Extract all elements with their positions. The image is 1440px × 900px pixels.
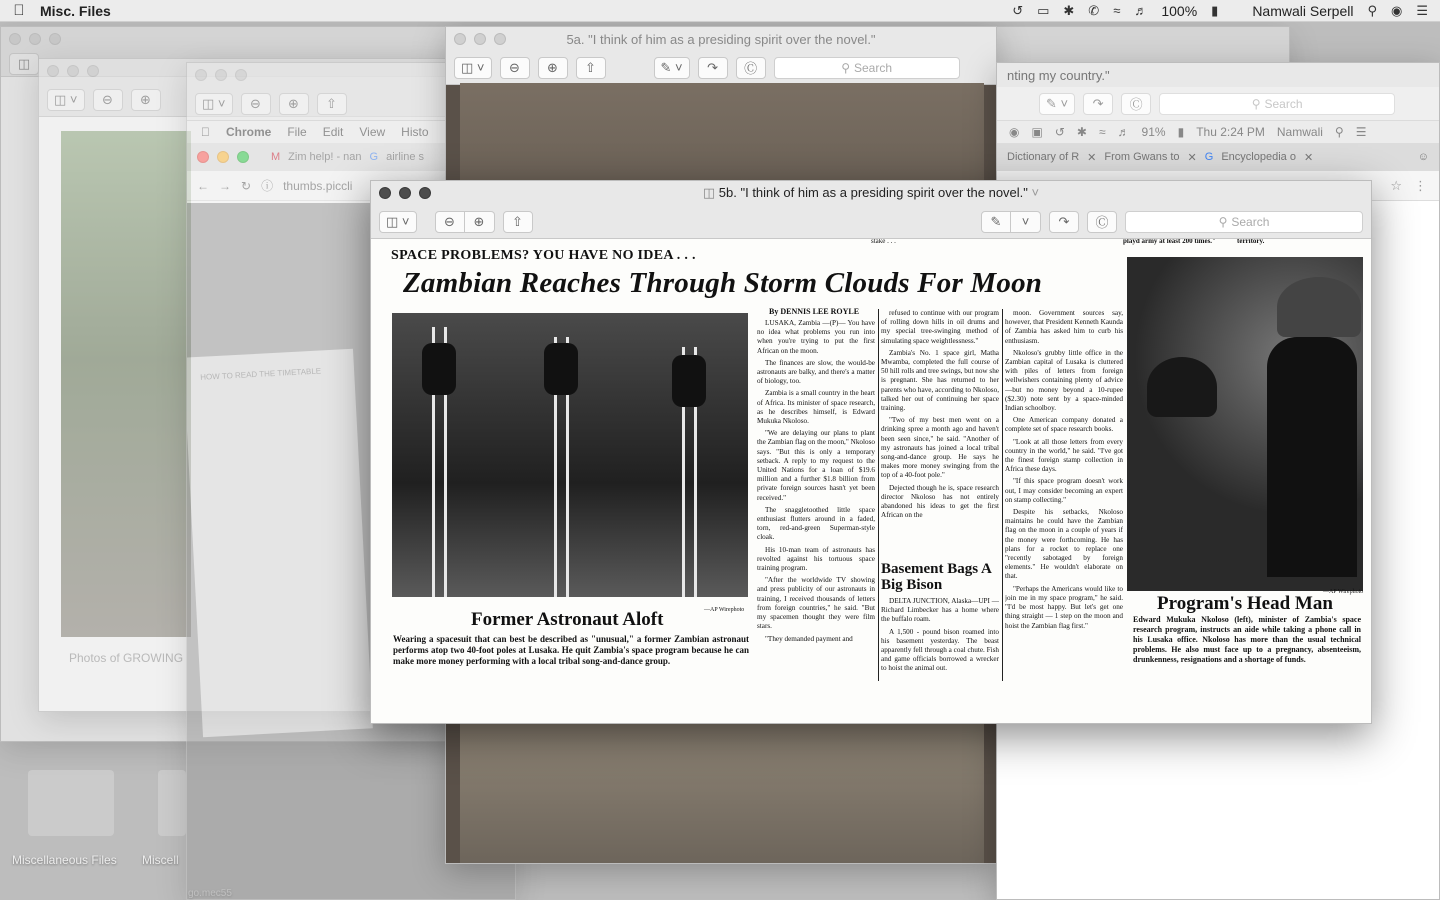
article-column-3 [1005,309,1123,681]
article-headline: Zambian Reaches Through Storm Clouds For Moon [403,267,1043,299]
chrome-close-button[interactable] [195,69,207,81]
bison-subhead: Basement Bags A Big Bison [881,561,992,593]
paragraph: Zambia is a small country in the heart of Africa. Its minister of space research, as he describes himself, is Edward Mukuka Nkoloso. [757,389,875,426]
window-5a-zoom-out-button[interactable]: ⊖ [500,57,530,79]
chrome-menu-item[interactable]: View [350,125,377,139]
status-icon: ◉ [1009,125,1020,139]
window-5a-minimize-button[interactable] [474,33,486,45]
folder-label[interactable]: Miscell [142,853,179,867]
window-5a-annotate-button[interactable]: Ⓒ [736,57,766,79]
paragraph: "Look at all those letters from every country in the world," he said. "I've got the finest foreign stamp collection in Africa these days. [1005,437,1123,474]
time-machine-icon[interactable]: ↺ [1012,2,1024,18]
wifi-icon: ≈ [1098,125,1106,139]
info-icon: ⓘ [261,179,274,193]
right-markup-button[interactable]: ✎ ˅ [1039,93,1075,115]
window-5b-rotate-button[interactable]: ↷ [1049,211,1079,233]
finder-zoom-button[interactable] [49,33,61,45]
paragraph: refused to continue with our program of rolling down hills in oil drums and my special tree-swinging method of simulating space weightlessness." [881,309,999,345]
forward-arrow-icon[interactable]: → [219,178,231,193]
siri-icon[interactable]: ◉ [1391,2,1403,18]
photo-zoom-out-button[interactable]: ⊖ [93,89,123,111]
tab-close-icon[interactable]: ✕ [1303,151,1314,164]
garden-photo [61,131,191,637]
right-window-title: nting my country." [1007,67,1110,83]
photo-zoom-in-button[interactable]: ⊕ [131,89,161,111]
photo2-caption: Edward Mukuka Nkoloso (left), minister of Zambia's space research program, instructs an aide while taking a phone call in his Lusaka office. Nkoloso has more than the usual technical problems. He also must face up to a pregnancy, absenteeism, drunkenness, resignations and a shortage of funds. [1133,615,1361,664]
reload-icon[interactable]: ↻ [241,178,252,193]
top-fragment-left: playd army at least 200 times." [1123,239,1216,245]
tab-close-icon[interactable]: ✕ [1187,151,1197,164]
search-icon: ⚲ [1251,96,1261,111]
bison-story [881,597,999,681]
airplay-icon[interactable]: ▭ [1037,2,1050,18]
window-5a-titlebar [446,27,996,51]
chrome-menu-item[interactable]: Chrome [217,125,263,139]
chrome-zoom-button[interactable] [235,69,247,81]
chrome-menu-item[interactable]: Histo [392,125,420,139]
list-icon: ☰ [1355,125,1367,139]
helmet-figure [1147,357,1217,417]
paragraph: "Perhaps the Americans would like to join me in my space program," he said. "I'd be most happy. But let's get one thing straight — 1 step on the moon and hoist the Zambian flag first." [1005,584,1123,630]
paragraph: "After the worldwide TV showing and press publicity of our astronauts in training, I received thousands of letters from foreign countries," he said. "But my spacemen thought they were film stars. [757,576,875,631]
byline: By DENNIS LEE ROYLE [769,307,860,316]
top-fragment-right: territory. [1237,239,1265,245]
google-icon: G [369,151,379,163]
browser-tab[interactable]: From Gwans to [1104,151,1180,163]
window-5b-minimize-button[interactable] [399,187,411,199]
search-icon: ⚲ [841,60,850,75]
window-5a-zoom-button[interactable] [494,33,506,45]
top-fragment-mid: stake . . . [871,239,896,245]
search-icon: ⚲ [1218,214,1228,229]
window-5b-zoom-out-button[interactable]: ⊖ [435,211,465,233]
chrome-menu-icon[interactable]: ⋮ [1414,177,1427,193]
paragraph: The snaggletoothed little space enthusiast flutters around in a faded, torn, red-and-green Superman-style cloak. [757,505,875,542]
right-tab-bar [997,143,1439,171]
paragraph: LUSAKA, Zambia —(P)— You have no idea what problems you run into when you're trying to put the first African on the moon. [757,319,875,355]
apple-menu-icon[interactable] [201,125,210,139]
photo-minimize-button[interactable] [67,65,79,77]
chrome-menu-item[interactable]: Edit [313,125,335,139]
volume-icon[interactable]: ♬ [1134,3,1148,18]
status-icon: ▣ [1031,125,1043,139]
photo-caption: Wearing a spacesuit that can best be described as "unusual," a former Zambian astronaut performs atop two 40-foot poles at Lusaka. He quit Zambia's space program because he can make more money performing with a local tribal song-and-dance group. [393,634,749,666]
photo2-credit: —AP Wirephoto [1323,589,1364,595]
google-icon: G [1204,151,1214,163]
chevron-down-icon[interactable]: ˅ [1031,185,1040,200]
timetable-page [186,349,373,737]
finder-sidebar-button[interactable]: ◫ [9,53,39,75]
paragraph: "Two of my best men went on a drinking spree a month ago and haven't been seen since," he said. "Another of my astronauts has joined a local tribal song-and-dance group. He says he makes more money swinging from the top of a 40-foot pole." [881,416,999,480]
chrome-tab[interactable]: Zim help! - nan [288,151,362,163]
paragraph: "If this space program doesn't work out, I may consider becoming an expert on stamp collecting." [1005,477,1123,504]
article-column-2 [881,309,999,563]
right-window-toolbar [997,87,1439,121]
folder-icon[interactable] [28,770,114,836]
performer-figure [422,343,456,395]
paragraph: "They demanded payment and [765,634,853,643]
window-5b-close-button[interactable] [379,187,391,199]
paragraph: The finances are slow, the would-be astronauts are balky, and there's a matter of biology, too. [757,358,875,386]
window-5a-zoom-in-button[interactable]: ⊕ [538,57,568,79]
chrome-minimize-button[interactable] [215,69,227,81]
chrome-tab[interactable]: airline s [386,151,425,163]
notification-center-icon[interactable]: ☰ [1416,2,1428,18]
profile-icon[interactable]: ☺ [1417,151,1429,163]
chrome-tab-zoom-button[interactable] [237,151,249,163]
performer-figure [544,343,578,395]
zoom-group [435,211,495,233]
aide-figure [1267,337,1357,577]
window-5a-title: 5a. "I think of him as a presiding spirit over the novel." [566,31,876,47]
window-5b-annotate-button[interactable]: Ⓒ [1087,211,1117,233]
menu-bar [0,0,1440,22]
right-rotate-button[interactable]: ↷ [1083,93,1113,115]
timetable-heading: HOW TO READ THE TIMETABLE [199,366,322,382]
chrome-menu-item[interactable]: File [278,125,298,139]
folder-icon[interactable] [158,770,186,836]
chrome-share-button[interactable]: ⇧ [317,93,347,115]
article-column-1 [757,319,875,689]
bluetooth-icon[interactable]: ✱ [1063,2,1075,18]
battery-percent: 100% [1161,2,1198,19]
astronaut-poles-photo [392,313,748,597]
time-machine-icon: ↺ [1054,125,1065,139]
paragraph: One American company donated a complete set of space research books. [1005,416,1123,434]
article-kicker: SPACE PROBLEMS? YOU HAVE NO IDEA . . . [391,248,696,263]
tab-close-icon[interactable]: ✕ [1087,151,1097,164]
window-5a-markup-button[interactable]: ✎ ˅ [654,57,690,79]
photo-label: Photos of GROWING [69,651,184,665]
battery-icon: ▮ [1177,125,1185,139]
back-arrow-icon[interactable]: ← [197,178,209,193]
document-icon: ◫ [702,185,716,200]
window-5b-search-field[interactable]: ⚲ Search [1125,211,1363,233]
photo-zoom-button[interactable] [87,65,99,77]
photo2-caption-head: Program's Head Man [1157,593,1333,614]
battery-icon[interactable]: ▮ [1211,2,1219,18]
window-5b-markup-menu-button[interactable]: ˅ [1011,211,1041,233]
window-5a-toolbar [446,51,996,85]
paragraph: "We are delaying our plans to plant the Zambian flag on the moon," Nkoloso says. "But this is only a temporary setback. A reply to my request to the United Nations for a loan of $19.6 million and a further $1.8 billion from private foreign sources hasn't yet been received." [757,429,875,502]
window-5b-zoom-in-button[interactable]: ⊕ [465,211,495,233]
column-rule [1002,309,1003,681]
window-5b-sidebar-button[interactable]: ◫ ˅ [379,211,417,233]
photo-sidebar-button[interactable]: ◫ ˅ [47,89,85,111]
preview-window-5b [370,180,1372,724]
paragraph: moon. Government sources say, however, that President Kenneth Kaunda of Zambia has asked him to curb his enthusiasm. [1005,309,1123,345]
gmail-icon: M [271,151,281,163]
window-5a-close-button[interactable] [454,33,466,45]
paragraph: A 1,500 - pound bison roamed into his basement yesterday. The beast apparently fell through a coal chute. Fish and game officials borrowed a wrecker to hoist the animal out. [881,627,999,673]
nkoloso-photo [1127,257,1363,591]
markup-group [981,211,1041,233]
apple-menu-icon[interactable] [12,2,26,19]
paragraph: His 10-man team of astronauts has revolted against his tortuous space training program. [757,545,875,573]
bluetooth-icon: ✱ [1076,125,1087,139]
window-5b-markup-button[interactable]: ✎ [981,211,1011,233]
chrome-tab-close-button[interactable] [197,151,209,163]
window-5b-share-button[interactable]: ⇧ [503,211,533,233]
chrome-zoom-out-button[interactable]: ⊖ [241,93,271,115]
paragraph: Despite his setbacks, Nkoloso maintains he could have the Zambian flag on the moon in a couple of years if the money were forthcoming. He has plans for a rocket to replace one "recently sabotaged by foreign elements." He wouldn't elaborate on that. [1005,508,1123,581]
right-annotate-button[interactable]: Ⓒ [1121,93,1151,115]
url-field[interactable]: thumbs.piccli [283,178,353,193]
right-status-bar [997,121,1439,143]
window-5b-zoom-button[interactable] [419,187,431,199]
chrome-sidebar-button[interactable]: ◫ ˅ [195,93,233,115]
column-rule [878,309,879,681]
photo-close-button[interactable] [47,65,59,77]
window-5b-titlebar [371,181,1371,205]
window-5b-toolbar [371,205,1371,239]
chrome-zoom-in-button[interactable]: ⊕ [279,93,309,115]
window-5a-sidebar-button[interactable]: ◫ ˅ [454,57,492,79]
photo-credit: —AP Wirephoto [704,607,745,613]
newspaper-clipping [371,239,1371,723]
window-5a-rotate-button[interactable]: ↷ [698,57,728,79]
window-5b-title: ◫ 5b. "I think of him as a presiding spirit over the novel." ˅ [702,185,1040,200]
chrome-tab-minimize-button[interactable] [217,151,229,163]
window-5a-share-button[interactable]: ⇧ [576,57,606,79]
spotlight-icon[interactable]: ⚲ [1367,2,1377,18]
wifi-icon[interactable]: ≈ [1113,3,1121,18]
finder-close-button[interactable] [9,33,21,45]
user-name: Namwali [1276,125,1323,139]
spotlight-icon: ⚲ [1334,125,1344,139]
helmet-figure [1277,277,1361,337]
phone-icon[interactable]: ✆ [1088,2,1100,18]
right-window-titlebar [997,63,1439,87]
paragraph: DELTA JUNCTION, Alaska—UPI — Richard Limbecker has a home where the buffalo roam. [881,597,999,624]
paragraph: Nkoloso's grubby little office in the Zambian capital of Lusaka is cluttered with piles of letters from foreign wellwishers containing plenty of advice—but no money beyond a 10-rupee ($2.30) note sent by a space-minded Indian schoolboy. [1005,348,1123,413]
menu-bar-user[interactable]: Namwali Serpell [1252,2,1354,19]
folder-label[interactable]: Miscellaneous Files [12,853,117,867]
clock: Thu 2:24 PM [1196,125,1265,139]
performer-figure [672,355,706,407]
finder-minimize-button[interactable] [29,33,41,45]
menu-bar-status [1012,3,1428,19]
app-name[interactable]: Misc. Files [40,2,111,19]
bookmark-star-icon[interactable]: ☆ [1390,177,1402,193]
browser-tab[interactable]: Dictionary of R [1007,151,1080,163]
paragraph: Zambia's No. 1 space girl, Matha Mwamba, completed the full course of 50 hill rolls and tree swings, but now she is pregnant. She has returned to her parents who have, according to Nkoloso, talked her out of continuing her space training. [881,348,999,413]
right-search-field[interactable]: ⚲ Search [1159,93,1395,115]
volume-icon: ♬ [1117,125,1130,139]
photo-caption-head: Former Astronaut Aloft [471,609,664,630]
browser-tab[interactable]: Encyclopedia o [1221,151,1296,163]
paragraph: Dejected though he is, space research director Nkoloso has not entirely abandoned his ideas to get the first African on the [881,483,999,520]
window-5a-search-field[interactable]: ⚲ Search [774,57,960,79]
battery-percent: 91% [1141,125,1166,139]
